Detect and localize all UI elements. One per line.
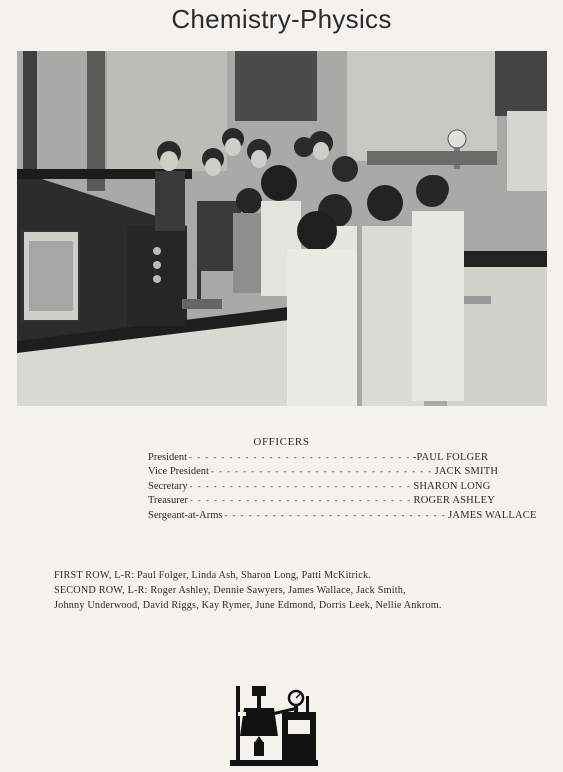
officer-row-president bbox=[148, 452, 489, 466]
caption-line-second-row-cont: Johnny Underwood, David Riggs, Kay Rymer, June Edmond, Dorris Leek, Nellie Ankrom. bbox=[54, 600, 442, 611]
page-title: Chemistry-Physics bbox=[171, 4, 392, 34]
officers-heading: OFFICERS bbox=[253, 436, 310, 448]
officer-row-vice-president bbox=[148, 466, 499, 480]
leader-dashes: - - - - - - - - - - - - - - - - - - - - - - - - - - - - bbox=[210, 466, 433, 477]
officer-role: President bbox=[148, 452, 188, 463]
photo-caption bbox=[54, 568, 524, 613]
leader-dashes: - - - - - - - - - - - - - - - - - - - - - - - - - - - - bbox=[189, 480, 412, 491]
officer-role: Sergeant-at-Arms bbox=[148, 509, 223, 521]
officer-name: JAMES WALLACE bbox=[448, 509, 537, 521]
officer-name: -PAUL FOLGER bbox=[412, 452, 489, 463]
officer-name: JACK SMITH bbox=[434, 466, 499, 478]
officer-role: Vice President bbox=[148, 466, 209, 478]
officer-row-sergeant-at-arms bbox=[148, 509, 537, 524]
officer-name: ROGER ASHLEY bbox=[413, 495, 495, 507]
officer-role: Treasurer bbox=[148, 495, 188, 507]
officer-name: SHARON LONG bbox=[413, 480, 491, 492]
caption-line-first-row: FIRST ROW, L-R: Paul Folger, Linda Ash, Sharon Long, Patti McKitrick. bbox=[54, 570, 372, 581]
group-photo bbox=[17, 51, 547, 406]
leader-dashes: - - - - - - - - - - - - - - - - - - - - - - - - - - - - bbox=[224, 509, 447, 520]
officer-row-treasurer bbox=[148, 495, 495, 509]
leader-dashes: - - - - - - - - - - - - - - - - - - - - - - - - - - - - bbox=[189, 495, 412, 506]
officer-role: Secretary bbox=[148, 480, 188, 492]
officer-row-secretary bbox=[148, 480, 491, 495]
caption-line-second-row: SECOND ROW, L-R: Roger Ashley, Dennie Sawyers, James Wallace, Jack Smith, bbox=[54, 585, 406, 596]
lab-apparatus-icon bbox=[228, 678, 320, 766]
officers-list bbox=[148, 452, 537, 524]
leader-dashes: - - - - - - - - - - - - - - - - - - - - - - - - - - - - bbox=[189, 452, 411, 462]
